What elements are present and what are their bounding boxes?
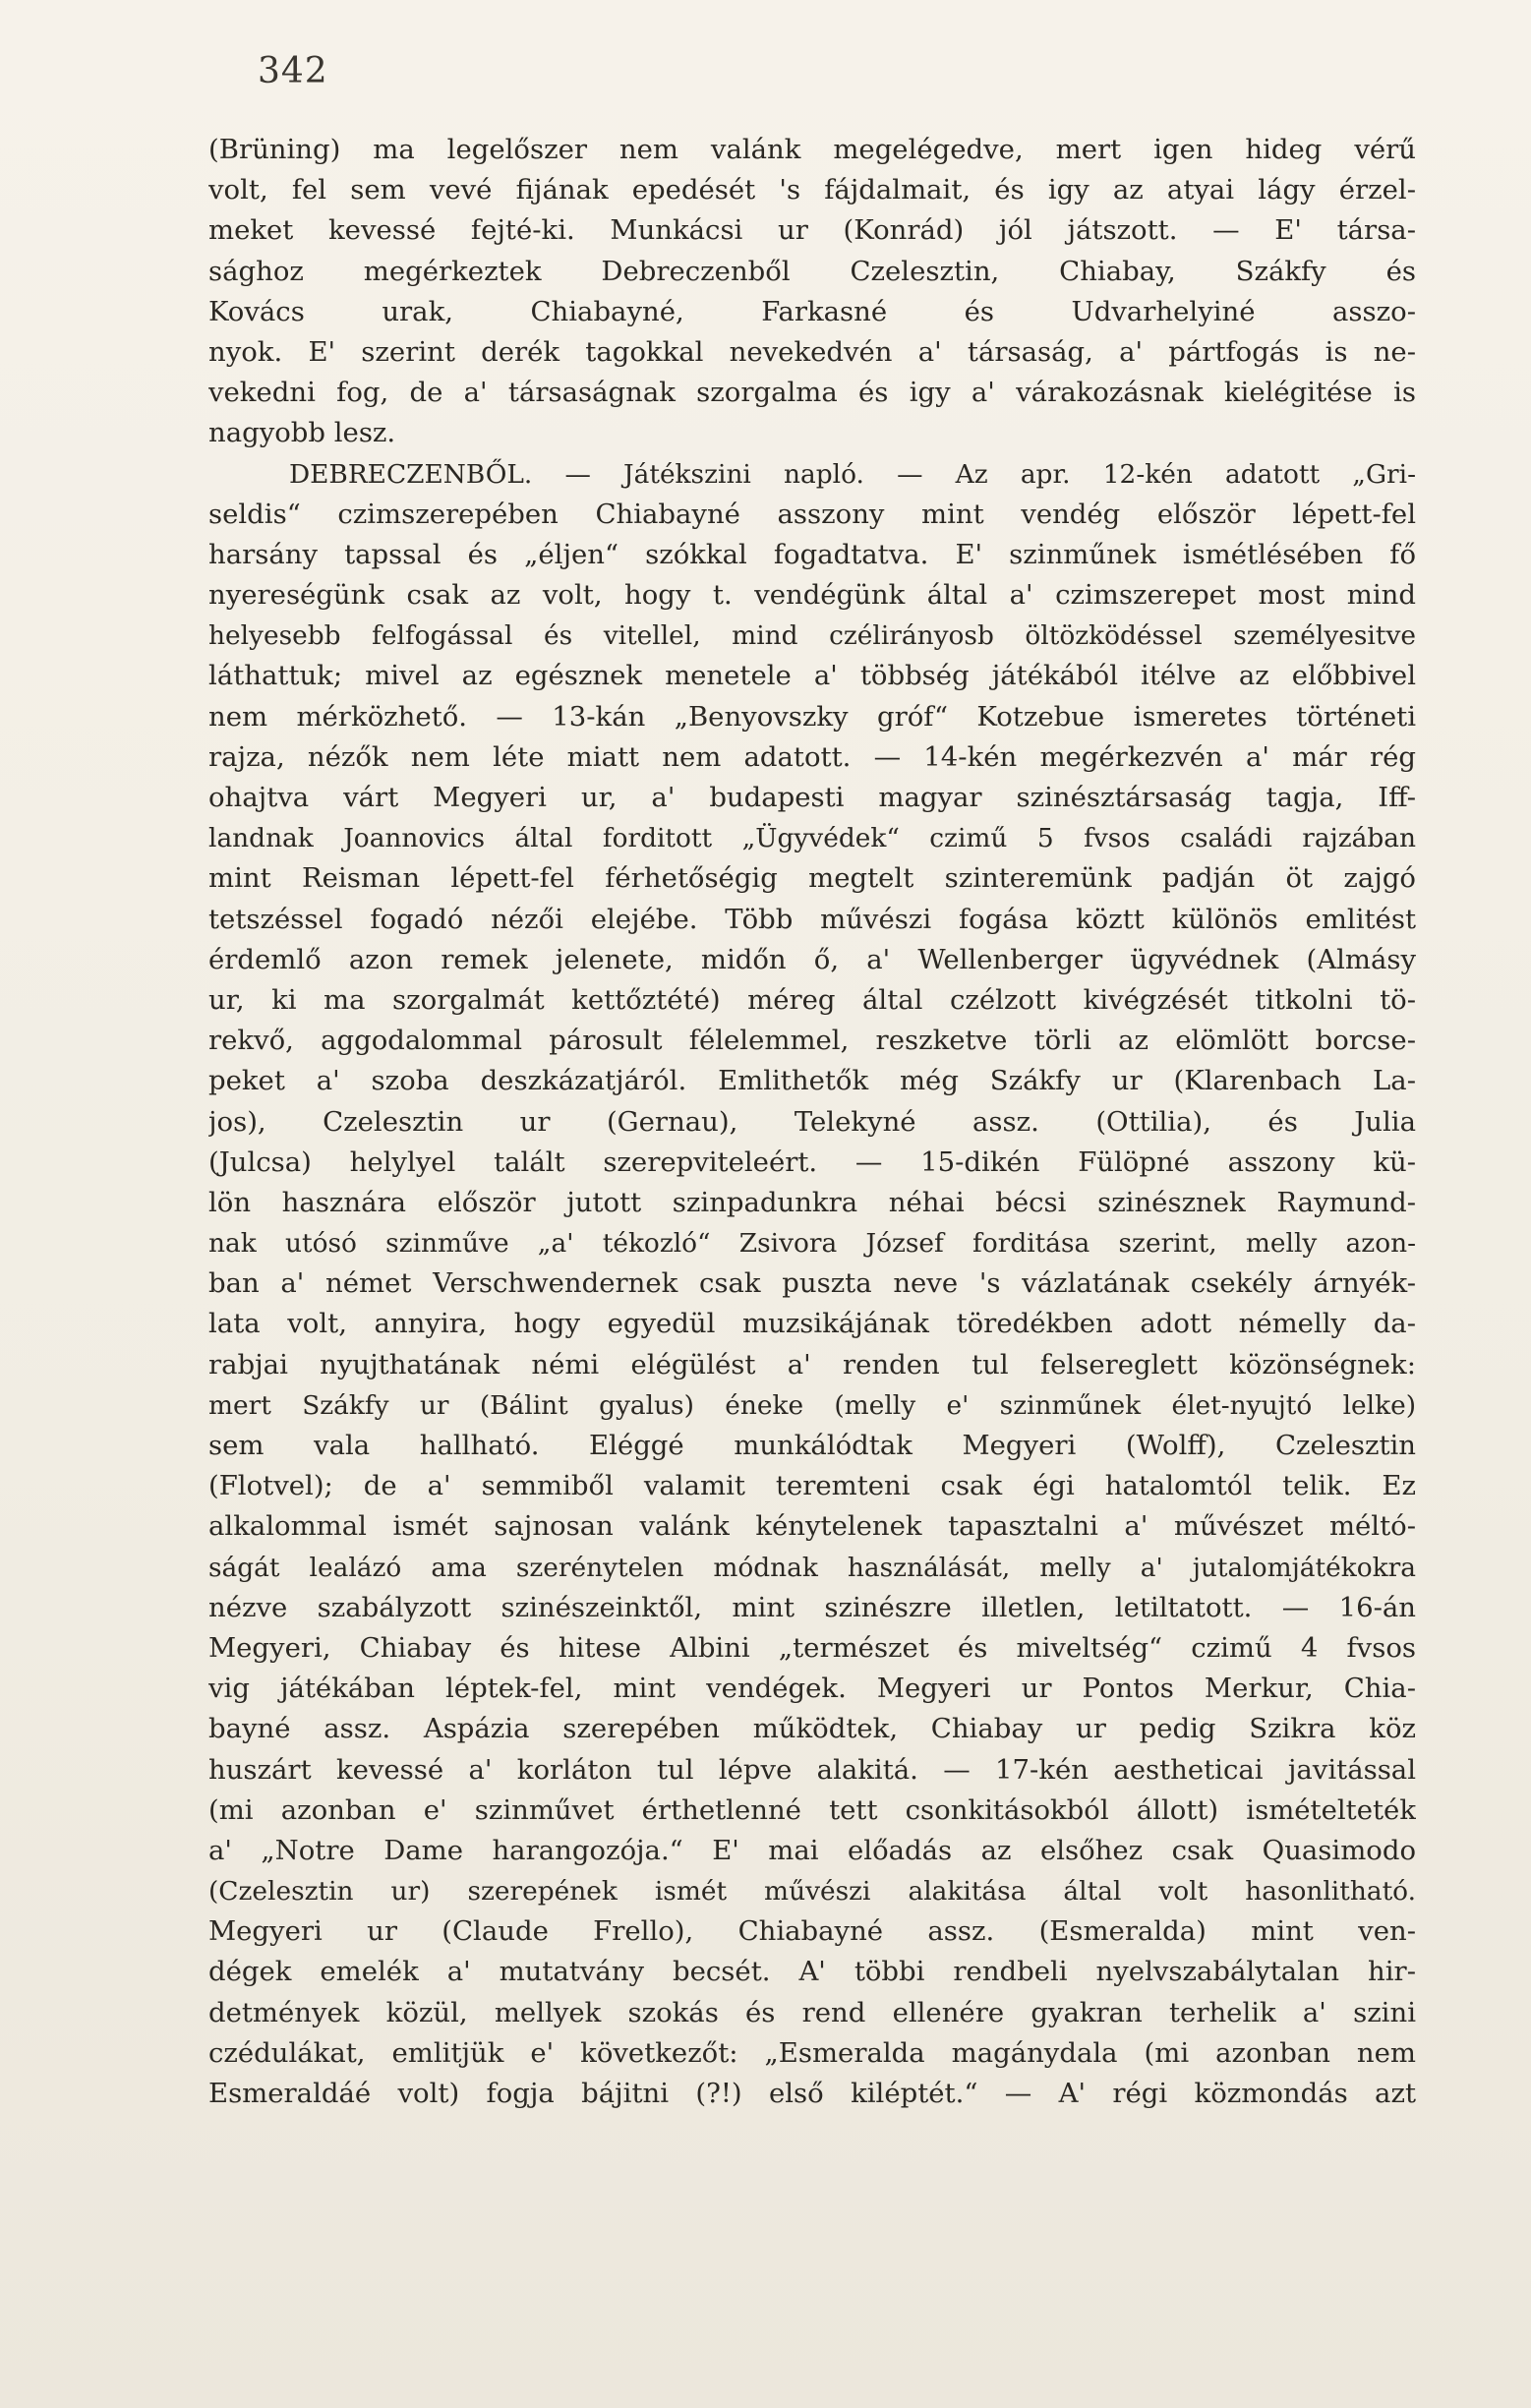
text-line: czédulákat, emlitjük e' következőt: „Esmeralda magánydala (mi azonban nem <box>208 2036 1416 2069</box>
text-line: tetszéssel fogadó nézői elejébe. Több művészi fogása köztt különös emlitést <box>208 903 1416 935</box>
text-line: rekvő, aggodalommal párosult félelemmel, reszketve törli az elömlött borcse- <box>208 1025 1416 1057</box>
text-line: nagyobb lesz. <box>208 417 396 449</box>
text-line: lön hasznára először jutott szinpadunkra néhai bécsi szinésznek Raymund- <box>208 1186 1416 1218</box>
text-line: rabjai nyujthatának némi elégülést a' renden tul felsereglett közönségnek: <box>208 1348 1416 1380</box>
text-line: ságát lealázó ama szerénytelen módnak használását, melly a' jutalomjátékokra <box>208 1552 1416 1583</box>
text-line: Megyeri ur (Claude Frello), Chiabayné assz. (Esmeralda) mint ven- <box>208 1915 1416 1948</box>
text-line: sem vala hallható. Eléggé munkálódtak Megyeri (Wolff), Czelesztin <box>208 1430 1416 1461</box>
text-line: mint Reisman lépett-fel férhetőségig megtelt szinteremünk padján öt zajgó <box>208 862 1416 895</box>
text-line: Kovács urak, Chiabayné, Farkasné és Udvarhelyiné asszo- <box>208 295 1416 327</box>
text-line: landnak Joannovics által forditott „Ügyvédek“ czimű 5 fvsos családi rajzában <box>208 823 1416 854</box>
text-line: Megyeri, Chiabay és hitese Albini „természet és miveltség“ czimű 4 fvsos <box>208 1631 1416 1664</box>
text-line: huszárt kevessé a' korláton tul lépve alakitá. — 17-kén aestheticai javitással <box>208 1753 1416 1786</box>
text-line: nézve szabályzott szinészeinktől, mint szinészre illetlen, letiltatott. — 16-án <box>208 1591 1416 1623</box>
text-line: vig játékában léptek-fel, mint vendégek. Megyeri ur Pontos Merkur, Chia- <box>208 1673 1416 1705</box>
text-line: (Julcsa) helylyel talált szerepviteleért. — 15-dikén Fülöpné asszony kü- <box>208 1145 1416 1178</box>
text-line: bayné assz. Aspázia szerepében működtek, Chiabay ur pedig Szikra köz <box>208 1713 1416 1745</box>
text-line: peket a' szoba deszkázatjáról. Emlithetők még Szákfy ur (Klarenbach La- <box>208 1065 1416 1097</box>
text-line: ur, ki ma szorgalmát kettőztété) méreg által czélzott kivégzését titkolni tö- <box>208 983 1416 1016</box>
text-line: a' „Notre Dame harangozója.“ E' mai előadás az elsőhez csak Quasimodo <box>208 1834 1416 1866</box>
text-line: ban a' német Verschwendernek csak puszta neve 's vázlatának csekély árnyék- <box>208 1267 1416 1300</box>
text-line: érdemlő azon remek jelenete, midőn ő, a' Wellenberger ügyvédnek (Almásy <box>208 943 1416 975</box>
text-line: vekedni fog, de a' társaságnak szorgalma és igy a' várakozásnak kielégitése is <box>208 377 1416 409</box>
text-line: helyesebb felfogással és vitellel, mind czélirányosb öltözködéssel személyesitve <box>208 620 1416 652</box>
text-line: nem mérközhető. — 13-kán „Benyovszky gróf“ Kotzebue ismeretes történeti <box>208 700 1416 733</box>
text-line: meket kevessé fejté-ki. Munkácsi ur (Konrád) jól játszott. — E' társa- <box>208 214 1416 247</box>
body-text <box>208 130 1416 2114</box>
text-line: sághoz megérkeztek Debreczenből Czelesztin, Chiabay, Szákfy és <box>208 255 1416 287</box>
text-line: detmények közül, mellyek szokás és rend ellenére gyakran terhelik a' szini <box>208 1996 1416 2028</box>
page-number: 342 <box>258 51 328 91</box>
text-line: (Czelesztin ur) szerepének ismét művészi alakitása által volt hasonlitható. <box>208 1876 1416 1908</box>
text-line: seldis“ czimszerepében Chiabayné asszony mint vendég először lépett-fel <box>208 498 1416 530</box>
text-line: Esmeraldáé volt) fogja bájitni (?!) első kiléptét.“ — A' régi közmondás azt <box>208 2078 1416 2109</box>
text-line: jos), Czelesztin ur (Gernau), Telekyné assz. (Ottilia), és Julia <box>208 1105 1416 1138</box>
text-line: mert Szákfy ur (Bálint gyalus) éneke (melly e' szinműnek élet-nyujtó lelke) <box>208 1389 1416 1421</box>
text-line: (Flotvel); de a' semmiből valamit teremteni csak égi hatalomtól telik. Ez <box>208 1470 1416 1502</box>
text-line: (mi azonban e' szinművet érthetlenné tett csonkitásokból állott) ismételteték <box>208 1793 1416 1826</box>
text-line: (Brüning) ma legelőszer nem valánk megelégedve, mert igen hideg vérű <box>208 134 1416 165</box>
text-line: nyereségünk csak az volt, hogy t. vendégünk által a' czimszerepet most mind <box>208 579 1416 612</box>
text-line: nak utósó szinműve „a' tékozló“ Zsivora József forditása szerint, melly azon- <box>208 1228 1416 1260</box>
text-line: harsány tapssal és „éljen“ szókkal fogadtatva. E' szinműnek ismétlésében fő <box>208 538 1416 570</box>
text-line: volt, fel sem vevé fijának epedését 's fájdalmait, és igy az atyai lágy érzel- <box>208 174 1416 206</box>
text-line: dégek emelék a' mutatvány becsét. A' többi rendbeli nyelvszabálytalan hir- <box>208 1956 1416 1988</box>
text-line: rajza, nézők nem léte miatt nem adatott. — 14-kén megérkezvén a' már rég <box>208 740 1416 773</box>
text-line: ohajtva várt Megyeri ur, a' budapesti magyar szinésztársaság tagja, Iff- <box>208 782 1416 813</box>
text-line: lata volt, annyira, hogy egyedül muzsikájának töredékben adott némelly da- <box>208 1308 1416 1340</box>
section-heading-line: DEBRECZENBŐL. — Játékszini napló. — Az apr. 12-kén adatott „Gri- <box>289 458 1416 490</box>
text-line: láthattuk; mivel az egésznek menetele a' többség játékából itélve az előbbivel <box>208 660 1416 692</box>
text-line: nyok. E' szerint derék tagokkal nevekedvén a' társaság, a' pártfogás is ne- <box>208 335 1416 368</box>
text-line: alkalommal ismét sajnosan valánk kénytelenek tapasztalni a' művészet méltó- <box>208 1510 1416 1543</box>
